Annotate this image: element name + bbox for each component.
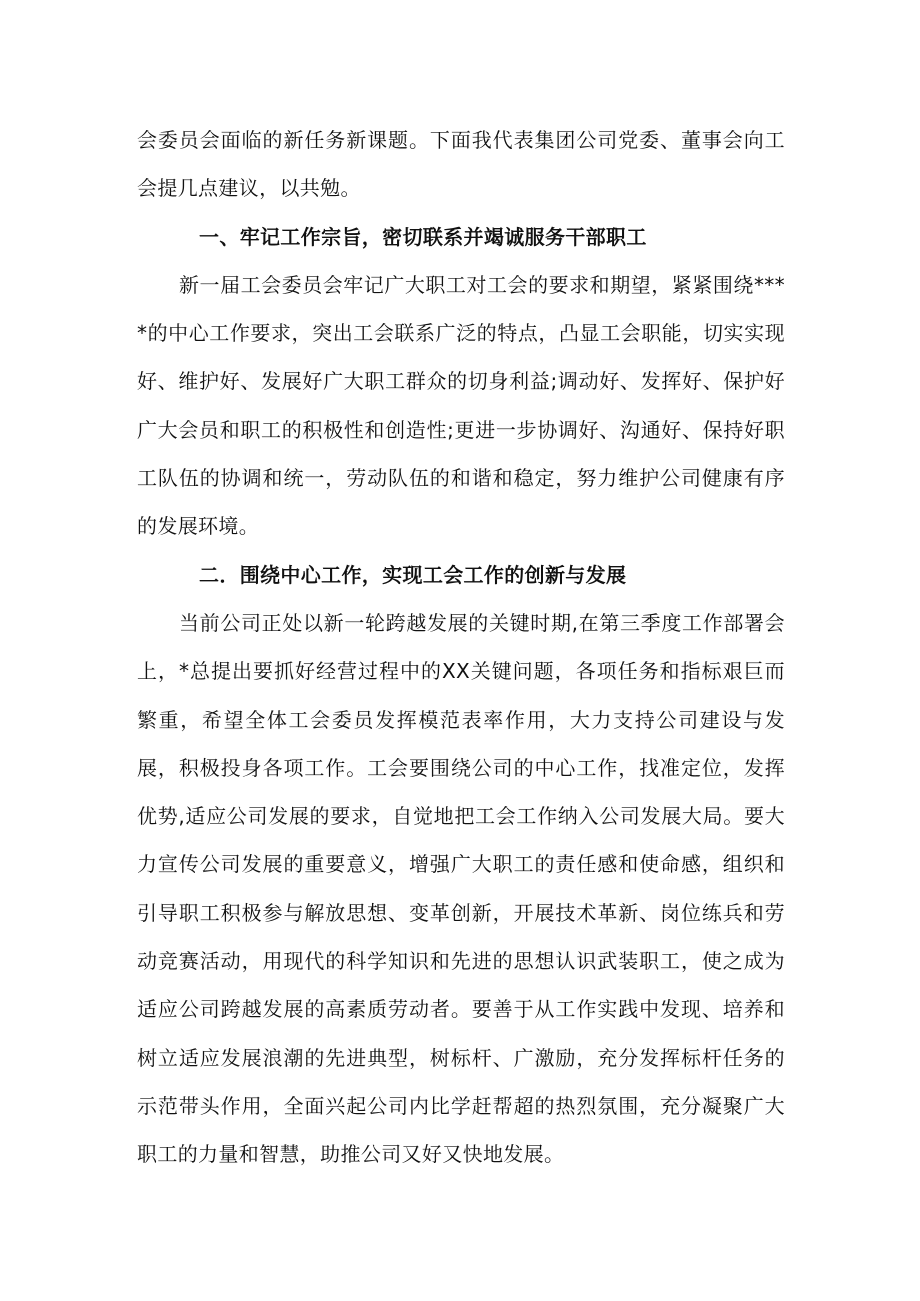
paragraph-intro: 会委员会面临的新任务新课题。下面我代表集团公司党委、董事会向工会提几点建议，以共勉。 [137,128,785,201]
paragraph-section-2: 当前公司正处以新一轮跨越发展的关键时期,在第三季度工作部署会上，*总提出要抓好经营过程中的XX关键问题，各项任务和指标艰巨而繁重，希望全体工会委员发挥模范表率作用，大力支持公司建设与发展，积极投身各项工作。工会要围绕公司的中心工作，找准定位，发挥优势,适应公司发展的要求，自觉地把工会工作纳入公司发展大局。要大力宣传公司发展的重要意义，增强广大职工的责任感和使命感，组织和引导职工积极参与解放思想、变革创新，开展技术革新、岗位练兵和劳动竞赛活动，用现代的科学知识和先进的思想认识武装职工，使之成为适应公司跨越发展的高素质劳动者。要善于从工作实践中发现、培养和树立适应发展浪潮的先进典型，树标杆、广激励，充分发挥标杆任务的示范带头作用，全面兴起公司内比学赶帮超的热烈氛围，充分凝聚广大职工的力量和智慧，助推公司又好又快地发展。 [137,610,785,1167]
section-heading-2: 二．围绕中心工作，实现工会工作的创新与发展 [199,562,627,587]
paragraph-section-1: 新一届工会委员会牢记广大职工对工会的要求和期望，紧紧围绕****的中心工作要求，突出工会联系广泛的特点，凸显工会职能，切实实现好、维护好、发展好广大职工群众的切身利益;调动好、发挥好、保护好广大会员和职工的积极性和创造性;更进一步协调好、沟通好、保持好职工队伍的协调和统一，劳动队伍的和谐和稳定，努力维护公司健康有序的发展环境。 [137,272,785,539]
section-heading-1: 一、牢记工作宗旨，密切联系并竭诚服务干部职工 [199,224,647,249]
document-body [137,116,785,1179]
